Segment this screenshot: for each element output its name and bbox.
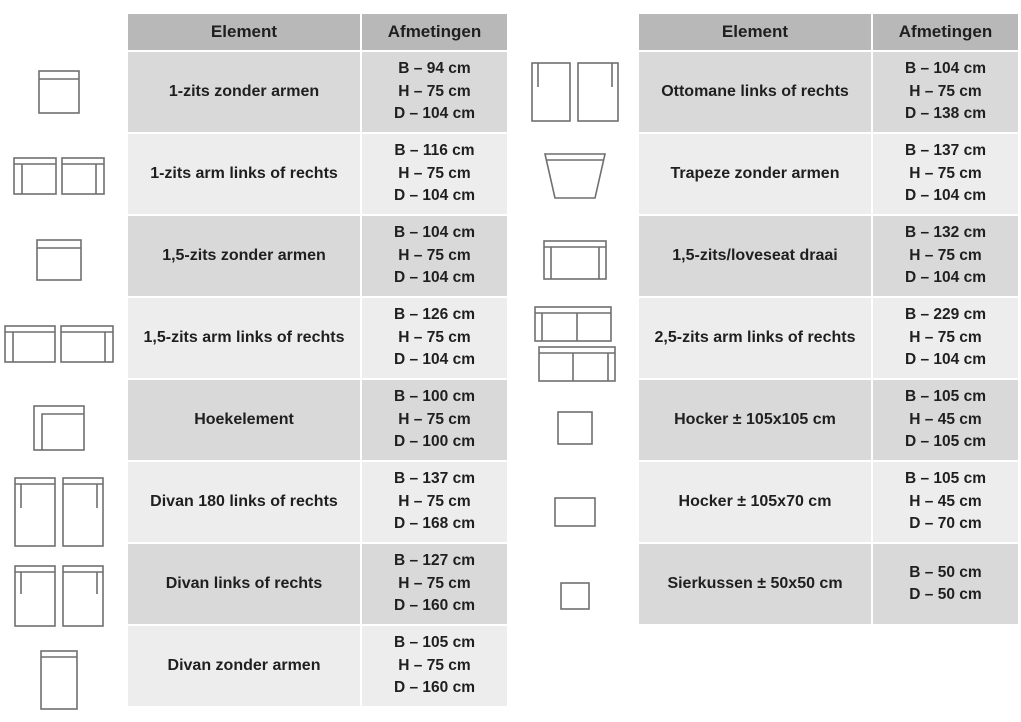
table-row bbox=[127, 297, 508, 379]
width-value: B – 104 cm bbox=[905, 60, 986, 78]
depth-value: D – 104 cm bbox=[394, 187, 475, 205]
width-value: B – 132 cm bbox=[905, 224, 986, 242]
hocker-square-icon bbox=[520, 386, 630, 470]
width-value: B – 126 cm bbox=[394, 306, 475, 324]
sofa-1-seat-no-arms-icon bbox=[0, 50, 118, 134]
element-header: Element bbox=[638, 13, 872, 51]
table-row bbox=[638, 133, 1019, 215]
depth-value: D – 160 cm bbox=[394, 679, 475, 697]
table-row bbox=[638, 297, 1019, 379]
height-value: H – 75 cm bbox=[909, 164, 982, 182]
height-value: H – 75 cm bbox=[398, 574, 471, 592]
element-name: Ottomane links of rechts bbox=[638, 51, 872, 133]
height-value: H – 75 cm bbox=[398, 410, 471, 428]
element-dimensions bbox=[361, 51, 508, 133]
sofa-1-5-seat-arm-icon bbox=[0, 302, 118, 386]
table-row bbox=[127, 625, 508, 707]
depth-value: D – 104 cm bbox=[905, 351, 986, 369]
element-dimensions bbox=[872, 215, 1019, 297]
element-name: Trapeze zonder armen bbox=[638, 133, 872, 215]
element-name: Divan zonder armen bbox=[127, 625, 361, 707]
divan-180-icon bbox=[0, 470, 118, 554]
table-row bbox=[127, 379, 508, 461]
element-name: Hoekelement bbox=[127, 379, 361, 461]
element-dimensions bbox=[361, 543, 508, 625]
height-value: H – 75 cm bbox=[909, 246, 982, 264]
height-value: H – 75 cm bbox=[909, 82, 982, 100]
width-value: B – 105 cm bbox=[394, 634, 475, 652]
corner-element-icon bbox=[0, 386, 118, 470]
element-name: 1,5-zits zonder armen bbox=[127, 215, 361, 297]
width-value: B – 105 cm bbox=[905, 470, 986, 488]
element-dimensions bbox=[361, 297, 508, 379]
element-dimensions bbox=[361, 215, 508, 297]
divan-no-arms-icon bbox=[0, 638, 118, 722]
element-name: 1-zits arm links of rechts bbox=[127, 133, 361, 215]
element-dimensions bbox=[361, 625, 508, 707]
element-dimensions bbox=[872, 51, 1019, 133]
depth-value: D – 104 cm bbox=[394, 269, 475, 287]
element-dimensions bbox=[872, 133, 1019, 215]
left-table-header bbox=[127, 13, 508, 51]
divan-icon bbox=[0, 554, 118, 638]
element-dimensions bbox=[872, 543, 1019, 625]
depth-value: D – 160 cm bbox=[394, 597, 475, 615]
table-row bbox=[127, 133, 508, 215]
depth-value: D – 50 cm bbox=[909, 586, 982, 603]
table-row bbox=[638, 51, 1019, 133]
element-name: Sierkussen ± 50x50 cm bbox=[638, 543, 872, 625]
depth-value: D – 100 cm bbox=[394, 433, 475, 451]
table-row bbox=[127, 215, 508, 297]
depth-value: D – 138 cm bbox=[905, 105, 986, 123]
width-value: B – 137 cm bbox=[905, 142, 986, 160]
element-name: Hocker ± 105x105 cm bbox=[638, 379, 872, 461]
width-value: B – 229 cm bbox=[905, 306, 986, 324]
height-value: H – 75 cm bbox=[398, 82, 471, 100]
depth-value: D – 70 cm bbox=[909, 515, 982, 533]
element-name: Divan 180 links of rechts bbox=[127, 461, 361, 543]
element-name: 1-zits zonder armen bbox=[127, 51, 361, 133]
loveseat-icon bbox=[520, 218, 630, 302]
element-name: Hocker ± 105x70 cm bbox=[638, 461, 872, 543]
height-value: H – 45 cm bbox=[909, 410, 982, 428]
right-table-header bbox=[638, 13, 1019, 51]
height-value: H – 75 cm bbox=[398, 656, 471, 674]
height-value: H – 75 cm bbox=[398, 246, 471, 264]
width-value: B – 105 cm bbox=[905, 388, 986, 406]
height-value: H – 45 cm bbox=[909, 492, 982, 510]
height-value: H – 75 cm bbox=[398, 164, 471, 182]
element-name: 1,5-zits/loveseat draai bbox=[638, 215, 872, 297]
width-value: B – 116 cm bbox=[394, 142, 475, 160]
element-name: 2,5-zits arm links of rechts bbox=[638, 297, 872, 379]
dimensions-header: Afmetingen bbox=[361, 13, 508, 51]
width-value: B – 50 cm bbox=[909, 563, 982, 581]
element-name: 1,5-zits arm links of rechts bbox=[127, 297, 361, 379]
table-row bbox=[638, 543, 1019, 625]
cushion-icon bbox=[520, 554, 630, 638]
depth-value: D – 168 cm bbox=[394, 515, 475, 533]
width-value: B – 100 cm bbox=[394, 388, 475, 406]
width-value: B – 94 cm bbox=[398, 60, 471, 78]
hocker-rectangle-icon bbox=[520, 470, 630, 554]
element-dimensions bbox=[361, 461, 508, 543]
depth-value: D – 104 cm bbox=[394, 351, 475, 369]
width-value: B – 127 cm bbox=[394, 552, 475, 570]
width-value: B – 104 cm bbox=[394, 224, 475, 242]
element-dimensions bbox=[872, 379, 1019, 461]
left-dimensions-table bbox=[126, 12, 509, 708]
height-value: H – 75 cm bbox=[398, 328, 471, 346]
ottoman-icon bbox=[520, 50, 630, 134]
depth-value: D – 104 cm bbox=[394, 105, 475, 123]
table-row bbox=[127, 543, 508, 625]
table-row bbox=[127, 51, 508, 133]
table-row bbox=[638, 379, 1019, 461]
element-dimensions bbox=[361, 379, 508, 461]
sofa-1-5-seat-no-arms-icon bbox=[0, 218, 118, 302]
sofa-1-seat-arm-icon bbox=[0, 134, 118, 218]
depth-value: D – 104 cm bbox=[905, 187, 986, 205]
element-dimensions bbox=[872, 461, 1019, 543]
table-row bbox=[638, 215, 1019, 297]
sofa-2-5-seat-arm-icon bbox=[520, 302, 630, 386]
element-dimensions bbox=[361, 133, 508, 215]
trapeze-icon bbox=[520, 134, 630, 218]
table-row bbox=[127, 461, 508, 543]
element-header: Element bbox=[127, 13, 361, 51]
depth-value: D – 105 cm bbox=[905, 433, 986, 451]
height-value: H – 75 cm bbox=[398, 492, 471, 510]
element-dimensions bbox=[872, 297, 1019, 379]
height-value: H – 75 cm bbox=[909, 328, 982, 346]
dimensions-header: Afmetingen bbox=[872, 13, 1019, 51]
width-value: B – 137 cm bbox=[394, 470, 475, 488]
element-name: Divan links of rechts bbox=[127, 543, 361, 625]
depth-value: D – 104 cm bbox=[905, 269, 986, 287]
table-row bbox=[638, 461, 1019, 543]
right-dimensions-table bbox=[637, 12, 1020, 626]
